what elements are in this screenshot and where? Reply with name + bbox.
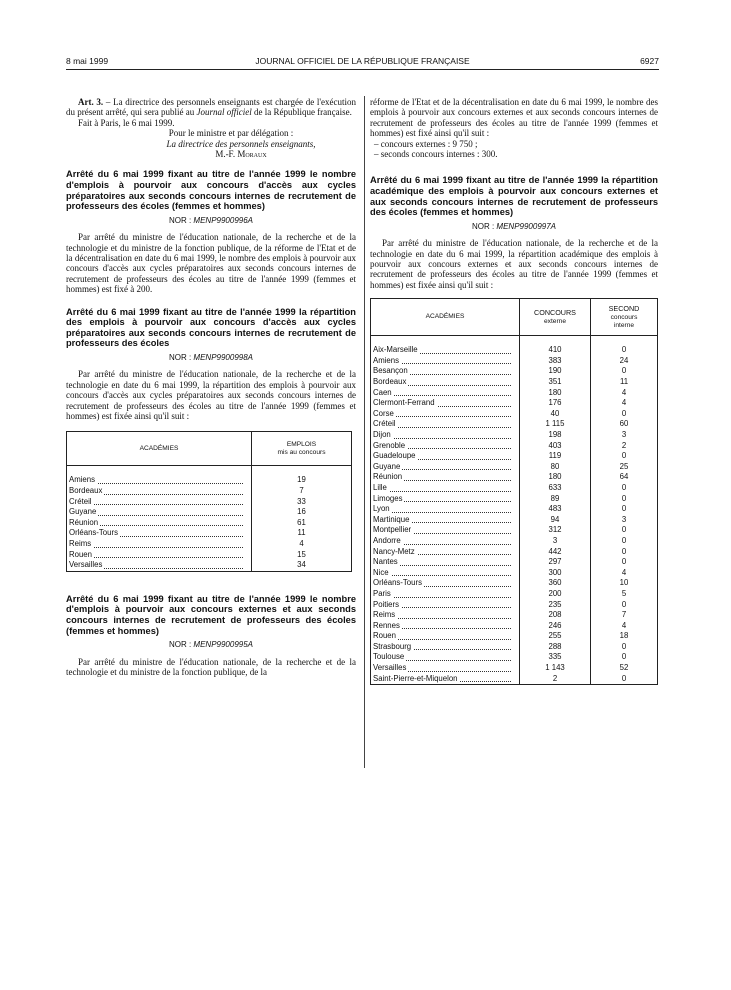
academie-name: Saint-Pierre-et-Miquelon (373, 673, 458, 683)
table-row (67, 475, 352, 486)
academie-name: Paris (373, 588, 391, 598)
col-academies: ACADÉMIES (67, 432, 252, 466)
concours-externe-cell: 300 (520, 568, 591, 579)
table-row (371, 388, 658, 399)
second-concours-cell: 3 (591, 515, 658, 526)
table-row (371, 536, 658, 547)
academie-name: Réunion (373, 472, 403, 482)
col-second-concours-interne: SECOND concours interne (591, 299, 658, 336)
second-concours-cell: 25 (591, 462, 658, 473)
concours-externe-cell: 483 (520, 504, 591, 515)
leader-dots (373, 438, 511, 439)
academie-name: Nice (373, 567, 389, 577)
concours-externe-cell: 442 (520, 547, 591, 558)
concours-externe-cell: 383 (520, 356, 591, 367)
emplois-cell: 4 (252, 539, 352, 550)
academie-name: Reims (69, 539, 92, 549)
table-row (371, 578, 658, 589)
table-row (371, 366, 658, 377)
academie-cell (371, 483, 520, 494)
concours-externe-cell: 208 (520, 610, 591, 621)
academie-cell (371, 568, 520, 579)
concours-externe-cell: 288 (520, 642, 591, 653)
second-concours-cell: 0 (591, 547, 658, 558)
second-concours-cell: 4 (591, 398, 658, 409)
academie-name: Montpellier (373, 525, 412, 535)
academie-cell (371, 356, 520, 367)
emplois-cell: 34 (252, 560, 352, 571)
table-row (371, 504, 658, 515)
concours-externe-cell: 180 (520, 472, 591, 483)
table-row (371, 430, 658, 441)
academie-name: Limoges (373, 493, 403, 503)
table-row (371, 494, 658, 505)
academie-name: Dijon (373, 430, 391, 439)
academie-cell (371, 462, 520, 473)
decree-3-nor: NOR : MENP9900995A (168, 640, 254, 650)
academie-name: Nantes (373, 557, 398, 567)
academie-name: Reims (373, 610, 396, 620)
table-row (371, 642, 658, 653)
table-row (371, 441, 658, 452)
second-concours-cell: 7 (591, 610, 658, 621)
academie-name: Poitiers (373, 599, 399, 609)
academie-name: Lyon (373, 504, 390, 514)
second-concours-cell: 4 (591, 568, 658, 579)
academie-name: Bordeaux (69, 486, 103, 496)
academie-cell (67, 486, 252, 497)
academie-cell (371, 663, 520, 674)
leader-dots (69, 504, 243, 505)
delegation-line: Pour le ministre et par délégation : (168, 128, 294, 139)
table-row (371, 472, 658, 483)
leader-dots (373, 597, 511, 598)
table-row (67, 507, 352, 518)
concours-externe-cell: 235 (520, 600, 591, 611)
academie-cell (371, 547, 520, 558)
table-row (371, 345, 658, 356)
second-concours-cell: 0 (591, 409, 658, 420)
academie-name: Orléans-Tours (69, 528, 118, 538)
academie-cell (67, 560, 252, 571)
academie-cell (371, 472, 520, 483)
second-concours-cell: 0 (591, 494, 658, 505)
academie-name: Strasbourg (373, 641, 412, 651)
table-row (371, 525, 658, 536)
second-concours-cell: 60 (591, 419, 658, 430)
concours-externe-cell: 119 (520, 451, 591, 462)
academie-cell (371, 366, 520, 377)
table-row (371, 652, 658, 663)
academie-cell (67, 539, 252, 550)
concours-externe-cell: 198 (520, 430, 591, 441)
table-row (371, 483, 658, 494)
decree-1-body: Par arrêté du ministre de l'éducation nationale, de la recherche et de la technologie et du ministre de la fonction publique, de la réforme de l'Etat et de la décentralisation en date du 6 mai 1999, le nombre des emplois à pourvoir aux concours d'accès aux cycles préparatoires aux seconds concours internes de recrutement de professeurs des écoles au titre de l'année 1999 (femmes et hommes) est fixé à 200. (66, 232, 356, 295)
table-row (371, 631, 658, 642)
academie-cell (371, 504, 520, 515)
table-row (67, 550, 352, 561)
leader-dots (69, 557, 243, 558)
article-3-label: Art. 3. (78, 97, 104, 107)
academie-name: Andorre (373, 535, 401, 545)
concours-externe-cell: 40 (520, 409, 591, 420)
emplois-cell: 33 (252, 497, 352, 508)
second-concours-cell: 0 (591, 525, 658, 536)
concours-externe-cell: 180 (520, 388, 591, 399)
emplois-cell: 15 (252, 550, 352, 561)
header-rule (66, 69, 659, 70)
academie-name: Créteil (69, 496, 92, 506)
header-date: 8 mai 1999 (66, 56, 109, 66)
academie-cell (371, 652, 520, 663)
concours-externe-cell: 1 115 (520, 419, 591, 430)
table-emplois-body (67, 466, 352, 571)
concours-externe-cell: 89 (520, 494, 591, 505)
table-row (67, 560, 352, 571)
second-concours-cell: 2 (591, 441, 658, 452)
table-row (371, 621, 658, 632)
academie-cell (371, 525, 520, 536)
academie-cell (371, 578, 520, 589)
academie-cell (371, 451, 520, 462)
decree-2-nor: NOR : MENP9900998A (168, 353, 254, 363)
concours-externe-cell: 633 (520, 483, 591, 494)
academie-cell (371, 398, 520, 409)
table-row (371, 515, 658, 526)
table-emplois (66, 431, 352, 571)
academie-cell (371, 631, 520, 642)
concours-externe-cell: 360 (520, 578, 591, 589)
academie-cell (67, 550, 252, 561)
second-concours-cell: 0 (591, 642, 658, 653)
academie-name: Martinique (373, 514, 410, 524)
decree-4-body: Par arrêté du ministre de l'éducation nationale, de la recherche et de la technologie en date du 6 mai 1999, la répartition académique des emplois à pourvoir aux concours externes et aux seconds concours internes de recrutement de professeurs des écoles au titre de l'année 1999 (femmes et hommes) est fixée ainsi qu'il suit : (370, 238, 658, 290)
academie-name: Lille (373, 482, 387, 492)
academie-cell (371, 515, 520, 526)
academie-name: Rouen (69, 549, 92, 559)
academie-name: Corse (373, 408, 394, 418)
concours-externe-cell: 2 (520, 674, 591, 685)
second-concours-cell: 24 (591, 356, 658, 367)
academie-name: Grenoble (373, 440, 406, 450)
table-row (67, 528, 352, 539)
second-concours-cell: 0 (591, 451, 658, 462)
table-row (371, 589, 658, 600)
col-emplois: EMPLOIS mis au concours (252, 432, 352, 466)
col-academies: ACADÉMIES (371, 299, 520, 336)
table-row (67, 518, 352, 529)
decree-1-nor: NOR : MENP9900996A (168, 215, 254, 225)
leader-dots (373, 491, 511, 492)
concours-externe-cell: 351 (520, 377, 591, 388)
directrice-line: La directrice des personnels enseignants, (166, 138, 316, 149)
academie-name: Guyane (373, 461, 401, 471)
academie-cell (371, 388, 520, 399)
second-concours-cell: 18 (591, 631, 658, 642)
concours-externe-cell: 335 (520, 652, 591, 663)
decree-3-continuation: réforme de l'Etat et de la décentralisation en date du 6 mai 1999, le nombre des emplois à pourvoir aux concours externes et aux seconds concours internes de recrutement de professeurs des écoles au titre de l'année 1999 (femmes et hommes) est fixé ainsi qu'il suit : (370, 97, 658, 139)
emplois-cell: 7 (252, 486, 352, 497)
second-concours-cell: 64 (591, 472, 658, 483)
concours-externe-cell: 3 (520, 536, 591, 547)
decree-3-body: Par arrêté du ministre de l'éducation nationale, de la recherche et de la technologie et du ministre de la fonction publique, de la (66, 656, 356, 677)
page-header (66, 56, 659, 70)
academie-cell (371, 589, 520, 600)
table-row (371, 610, 658, 621)
signature: M.-F. Moraux (215, 149, 267, 160)
second-concours-cell: 0 (591, 504, 658, 515)
table-row (371, 547, 658, 558)
academie-cell (371, 557, 520, 568)
academie-name: Réunion (69, 517, 99, 527)
concours-externe-cell: 94 (520, 515, 591, 526)
table-row (371, 356, 658, 367)
academie-cell (371, 409, 520, 420)
leader-dots (373, 512, 511, 513)
concours-externe-cell: 403 (520, 441, 591, 452)
second-concours-cell: 0 (591, 536, 658, 547)
emplois-cell: 16 (252, 507, 352, 518)
item-seconds-concours: – seconds concours internes : 300. (374, 149, 498, 160)
table-row (371, 451, 658, 462)
second-concours-cell: 0 (591, 674, 658, 685)
table-row (67, 497, 352, 508)
concours-externe-cell: 176 (520, 398, 591, 409)
academie-name: Orléans-Tours (373, 578, 422, 588)
concours-externe-cell: 1 143 (520, 663, 591, 674)
academie-cell (67, 518, 252, 529)
academie-name: Aix-Marseille (373, 345, 418, 355)
academie-name: Amiens (69, 475, 95, 485)
second-concours-cell: 52 (591, 663, 658, 674)
second-concours-cell: 4 (591, 621, 658, 632)
table-row (371, 377, 658, 388)
academie-cell (371, 430, 520, 441)
article-3: Art. 3. – La directrice des personnels enseignants est chargée de l'exécution du présent arrêté, qui sera publié au Journal officiel de la République française. (66, 97, 356, 118)
academie-cell (371, 642, 520, 653)
concours-externe-cell: 80 (520, 462, 591, 473)
second-concours-cell: 0 (591, 652, 658, 663)
concours-externe-cell: 410 (520, 345, 591, 356)
table-row (371, 398, 658, 409)
academie-name: Bordeaux (373, 377, 407, 387)
table-row (371, 674, 658, 685)
academie-name: Besançon (373, 366, 408, 376)
second-concours-cell: 4 (591, 388, 658, 399)
second-concours-cell: 10 (591, 578, 658, 589)
column-divider (364, 96, 365, 768)
table-row (67, 486, 352, 497)
academie-name: Rouen (373, 631, 396, 641)
concours-externe-cell: 200 (520, 589, 591, 600)
leader-dots (69, 547, 243, 548)
header-page-number: 6927 (640, 56, 659, 66)
emplois-cell: 19 (252, 475, 352, 486)
table-repartition-body (371, 336, 658, 685)
academie-name: Versailles (69, 560, 103, 570)
emplois-cell: 61 (252, 518, 352, 529)
academie-name: Créteil (373, 419, 396, 429)
concours-externe-cell: 312 (520, 525, 591, 536)
leader-dots (373, 575, 511, 576)
academie-cell (371, 345, 520, 356)
concours-externe-cell: 190 (520, 366, 591, 377)
second-concours-cell: 0 (591, 366, 658, 377)
academie-name: Nancy-Metz (373, 546, 415, 556)
emplois-cell: 11 (252, 528, 352, 539)
decree-4-nor: NOR : MENP9900997A (471, 221, 557, 231)
header-journal-title: JOURNAL OFFICIEL DE LA RÉPUBLIQUE FRANÇAISE (255, 56, 470, 66)
col-concours-externe: CONCOURS externe (520, 299, 591, 336)
decree-2-title: Arrêté du 6 mai 1999 fixant au titre de l'année 1999 la répartition des emplois à pourvoir aux concours d'accès aux cycles préparatoires aux seconds concours internes de recrutement de professeurs des écoles (66, 306, 356, 349)
decree-4-title: Arrêté du 6 mai 1999 fixant au titre de l'année 1999 la répartition académique des emplois à pourvoir aux concours externes et aux seconds concours internes de recrutement de professeurs des écoles (femmes et hommes) (370, 175, 658, 218)
academie-cell (371, 600, 520, 611)
academie-name: Clermont-Ferrand (373, 398, 435, 408)
second-concours-cell: 0 (591, 557, 658, 568)
table-row (371, 409, 658, 420)
concours-externe-cell: 246 (520, 621, 591, 632)
decree-3-title: Arrêté du 6 mai 1999 fixant au titre de l'année 1999 le nombre d'emplois à pourvoir aux concours externes et aux seconds concours internes de recrutement de professeurs des écoles (femmes et hommes) (66, 593, 356, 636)
academie-cell (67, 507, 252, 518)
academie-name: Versailles (373, 663, 407, 673)
second-concours-cell: 0 (591, 345, 658, 356)
academie-cell (371, 377, 520, 388)
second-concours-cell: 5 (591, 589, 658, 600)
table-row (67, 539, 352, 550)
academie-name: Guadeloupe (373, 451, 416, 461)
academie-cell (371, 441, 520, 452)
item-concours-externes: – concours externes : 9 750 ; (374, 138, 478, 149)
fait-a-paris: Fait à Paris, le 6 mai 1999. (78, 117, 175, 128)
table-row (371, 419, 658, 430)
concours-externe-cell: 297 (520, 557, 591, 568)
academie-cell (371, 621, 520, 632)
academie-name: Amiens (373, 355, 399, 365)
academie-cell (67, 497, 252, 508)
second-concours-cell: 0 (591, 600, 658, 611)
academie-cell (371, 419, 520, 430)
left-column (66, 97, 356, 677)
table-row (371, 663, 658, 674)
academie-cell (371, 536, 520, 547)
table-row (371, 462, 658, 473)
academie-cell (371, 674, 520, 685)
academie-cell (371, 610, 520, 621)
second-concours-cell: 3 (591, 430, 658, 441)
table-row (371, 600, 658, 611)
academie-name: Toulouse (373, 652, 405, 662)
second-concours-cell: 0 (591, 483, 658, 494)
decree-1-title: Arrêté du 6 mai 1999 fixant au titre de l'année 1999 le nombre d'emplois à pourvoir aux concours d'accès aux cycles préparatoires aux seconds concours internes de recrutement de professeurs des écoles (femmes et hommes) (66, 169, 356, 212)
concours-externe-cell: 255 (520, 631, 591, 642)
decree-2-body: Par arrêté du ministre de l'éducation nationale, de la recherche et de la technologie en date du 6 mai 1999, la répartition des emplois à pourvoir aux concours d'accès aux cycles préparatoires aux seconds concours internes de recrutement de professeurs des écoles au titre de l'année 1999 (femmes et hommes) est fixée ainsi qu'il suit : (66, 369, 356, 422)
academie-cell (371, 494, 520, 505)
academie-name: Rennes (373, 620, 400, 630)
table-repartition (370, 298, 658, 685)
academie-name: Guyane (69, 507, 97, 517)
academie-cell (67, 528, 252, 539)
table-row (371, 568, 658, 579)
second-concours-cell: 11 (591, 377, 658, 388)
right-column (370, 97, 658, 685)
academie-name: Caen (373, 387, 392, 397)
academie-cell (67, 475, 252, 486)
table-row (371, 557, 658, 568)
